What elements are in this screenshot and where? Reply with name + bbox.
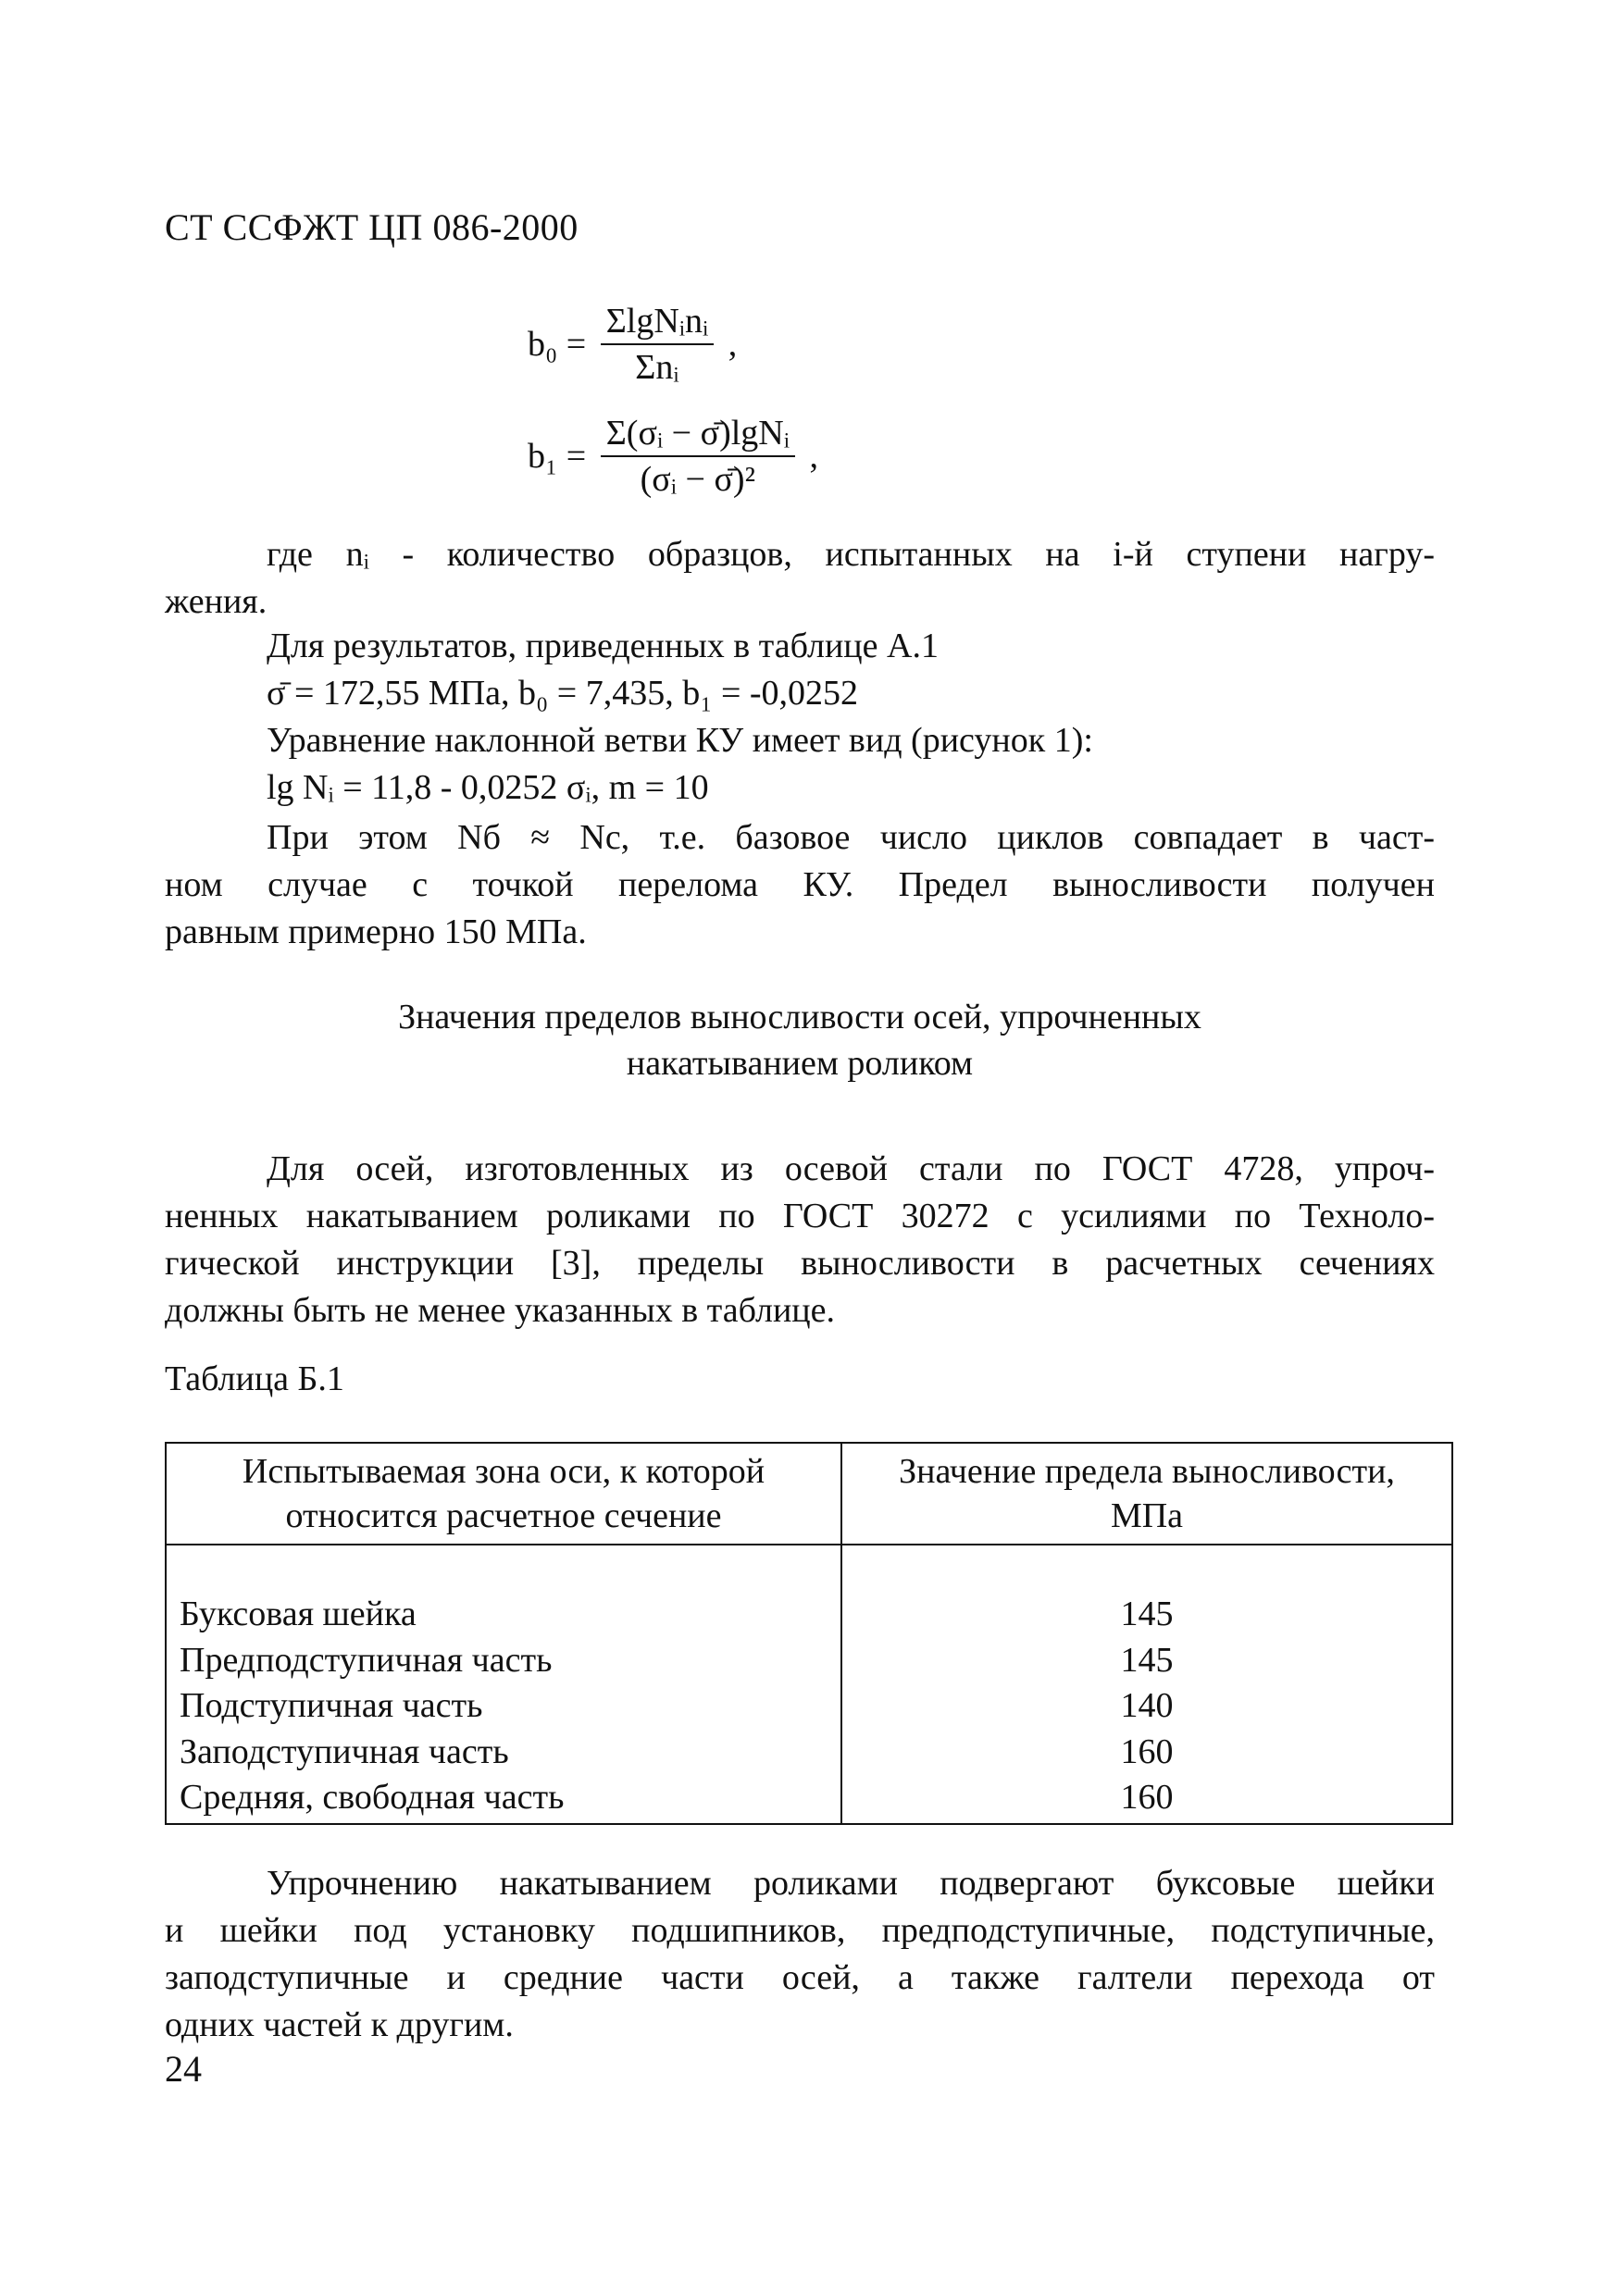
formula-b1-denominator: (σᵢ − σ̄)² [640,460,755,499]
table-caption: Таблица Б.1 [165,1359,344,1398]
section-title-line-1: Значения пределов выносливости осей, упрочненных [398,998,1201,1036]
endurance-limits-table [165,1442,1453,1825]
paragraph-2-line-1: Для осей, изготовленных из осевой стали по ГОСТ 4728, упроч- [267,1149,1435,1188]
table-cell-zone: Заподступичная часть [166,1730,841,1776]
paragraph-2-line-4: должны быть не менее указанных в таблице. [165,1291,836,1330]
table-row [166,1775,1452,1824]
paragraph-3-line-3: заподступичные и средние части осей, а также галтели перехода от [165,1958,1435,1997]
table-header-row [166,1443,1452,1545]
formula-b0-comma: , [728,325,738,364]
formula-b1-lhs: b₁ = [528,437,587,476]
formula-b1-numerator: Σ(σᵢ − σ̄)lgNᵢ [601,413,795,457]
results-intro: Для результатов, приведенных в таблице А.1 [267,627,939,665]
table-cell-value: 140 [841,1683,1452,1730]
paragraph-axles [165,1146,1435,1334]
paragraph-2-line-3: гической инструкции [3], пределы выносливости в расчетных сечениях [165,1244,1435,1283]
section-title-line-2: накатыванием роликом [626,1044,974,1083]
table-cell-value: 160 [841,1775,1452,1824]
paragraph-1-line-2: ном случае с точкой перелома КУ. Предел выносливости получен [165,865,1435,904]
paragraph-3-line-4: одних частей к другим. [165,2005,514,2044]
page-number: 24 [165,2048,202,2090]
header-value-line-2: МПа [1110,1496,1184,1535]
formula-b1 [528,413,818,500]
table-row [166,1638,1452,1684]
section-title [165,994,1435,1086]
where-line-2: жения. [165,582,268,621]
paragraph-hardening [165,1860,1435,2049]
where-line-1: где nᵢ - количество образцов, испытанных на i-й ступени нагру- [267,535,1435,574]
header-zone-line-1: Испытываемая зона оси, к которой [242,1452,765,1491]
where-clause [165,531,1435,626]
paragraph-3-line-2: и шейки под установку подшипников, предподступичные, подступичные, [165,1911,1435,1950]
table-cell-zone: Подступичная часть [166,1683,841,1730]
table-header-value [841,1443,1452,1545]
formula-b0-denominator: Σnᵢ [635,348,679,387]
paragraph-1-line-1: При этом Nб ≈ Nc, т.е. базовое число циклов совпадает в част- [267,818,1435,857]
formula-b1-comma: , [809,437,818,476]
table-row [166,1730,1452,1776]
equation-intro: Уравнение наклонной ветви КУ имеет вид (рисунок 1): [267,721,1093,760]
formula-b0-fraction [601,301,715,388]
formula-b0 [528,301,737,388]
paragraph-breakpoint [165,814,1435,956]
table-cell-value: 160 [841,1730,1452,1776]
formula-b0-lhs: b₀ = [528,325,587,364]
table-cell-zone: Буксовая шейка [166,1545,841,1638]
table-cell-value: 145 [841,1638,1452,1684]
document-id-header: СТ ССФЖТ ЦП 086-2000 [165,206,579,248]
table-cell-zone: Предподступичная часть [166,1638,841,1684]
table-cell-zone: Средняя, свободная часть [166,1775,841,1824]
header-value-line-1: Значение предела выносливости, [899,1452,1395,1491]
results-values: σ̄ = 172,55 МПа, b₀ = 7,435, b₁ = -0,0252 [267,674,859,713]
table-header-zone [166,1443,841,1545]
equation: lg Nᵢ = 11,8 - 0,0252 σᵢ, m = 10 [267,768,709,807]
formula-b1-fraction [601,413,795,500]
table-row [166,1683,1452,1730]
paragraph-2-line-2: ненных накатыванием роликами по ГОСТ 30272 с усилиями по Техноло- [165,1197,1435,1235]
paragraph-1-line-3: равным примерно 150 МПа. [165,912,587,951]
formula-b0-numerator: ΣlgNᵢnᵢ [601,301,715,345]
header-zone-line-2: относится расчетное сечение [285,1496,722,1535]
paragraph-3-line-1: Упрочнению накатыванием роликами подвергают буксовые шейки [267,1864,1435,1903]
table-row [166,1545,1452,1638]
table-cell-value: 145 [841,1545,1452,1638]
